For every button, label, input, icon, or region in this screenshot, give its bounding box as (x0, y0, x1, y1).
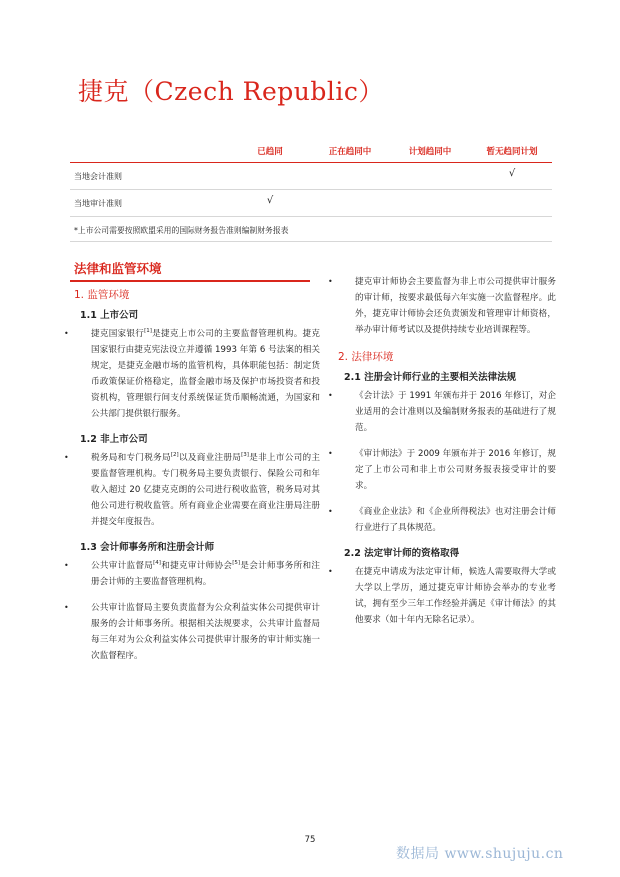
header-no-plan: 暂无趋同计划 (486, 147, 538, 157)
bullet: • (328, 277, 333, 286)
paragraph-text: 《审计师法》于 2009 年颁布并于 2016 年修订，规定了上市公司和非上市公司财务报表接受审计的要求。 (355, 449, 556, 491)
header-converging: 正在趋同中 (328, 147, 372, 157)
paragraph-text: 和捷克审计师协会 (160, 561, 233, 571)
bullet: • (64, 453, 69, 462)
convergence-status-table (70, 142, 552, 242)
list-item (326, 446, 556, 494)
heading-auditor-qualification: 2.2 法定审计师的资格取得 (344, 548, 460, 559)
list-item (62, 600, 320, 664)
bullet: • (328, 391, 333, 400)
page-title: 捷克（Czech Republic） (78, 77, 384, 106)
footnote-ref: [5] (232, 560, 241, 567)
table-footnote (70, 217, 552, 242)
heading-listed-companies: 1.1 上市公司 (80, 310, 139, 321)
bullet: • (328, 449, 333, 458)
list-item (62, 326, 320, 422)
check-mark: √ (508, 168, 516, 179)
paragraph-text: 税务局和专门税务局 (91, 453, 171, 463)
heading-unlisted-companies: 1.2 非上市公司 (80, 434, 148, 445)
footnote-ref: [3] (241, 452, 249, 459)
list-item (62, 450, 320, 530)
list-item (326, 564, 556, 628)
header-converged: 已趋同 (257, 147, 283, 157)
left-column (62, 286, 320, 674)
section-title: 法律和监管环境 (74, 261, 162, 276)
list-item (326, 504, 556, 536)
header-planned: 计划趋同中 (408, 147, 452, 157)
bullet: • (64, 603, 69, 612)
footnote-ref: [2] (170, 452, 179, 459)
footnote-ref: [1] (144, 328, 152, 335)
row-label-accounting: 当地会计准则 (74, 172, 122, 181)
footnote-ref: [4] (153, 560, 161, 567)
paragraph-text: 捷克国家银行 (91, 329, 145, 339)
paragraph-text: 是非上市公司的主要监督管理机构。专门税务局主要负责银行、保险公司和年收入超过 20 亿捷克克朗的公司进行税收监管，税务局对其他公司进行税收监管。所有商业企业需要在商业注册局注册并提交年度报告。 (91, 453, 320, 527)
table-header-row (70, 142, 552, 163)
paragraph-text: 是会计师事务所和注册会计师的主要监督管理机构。 (91, 561, 320, 587)
table-row (70, 163, 552, 190)
paragraph-text: 在捷克申请成为法定审计师，候选人需要取得大学或大学以上学历，通过捷克审计师协会举办的专业考试，拥有至少三年工作经验并满足《审计师法》的其他要求（如十年内无除名记录）。 (355, 567, 556, 625)
paragraph-text: 是捷克上市公司的主要监督管理机构。捷克国家银行由捷克宪法设立并遵循 1993 年第 6 号法案的相关规定，是捷克金融市场的监管机构，具体职能包括：制定货币政策保证价格稳定，监督金融市场及保护市场投资者和投资机构，管理银行间支付系统保证货币顺畅流通，为国家和公共部门提供银行服务。 (91, 329, 320, 419)
section-divider (70, 280, 310, 282)
paragraph-text: 《商业企业法》和《企业所得税法》也对注册会计师行业进行了具体规范。 (355, 507, 556, 533)
table-row (70, 190, 552, 217)
heading-accounting-firms: 1.3 会计师事务所和注册会计师 (80, 542, 215, 553)
paragraph-text: 《会计法》于 1991 年颁布并于 2016 年修订，对企业适用的会计准则以及编制财务报表的基础进行了规范。 (355, 391, 556, 433)
paragraph-text: 以及商业注册局 (178, 453, 242, 463)
list-item (326, 274, 556, 338)
paragraph-text: 捷克审计师协会主要监督为非上市公司提供审计服务的审计师，按要求最低每六年实施一次监督程序。此外，捷克审计师协会还负责颁发和管理审计师资格，举办审计师考试以及提供持续专业培训课程等。 (355, 277, 556, 335)
row-label-auditing: 当地审计准则 (74, 199, 122, 208)
bullet: • (328, 567, 333, 576)
list-item (326, 388, 556, 436)
table-footnote-text: *上市公司需要按照欧盟采用的国际财务报告准则编制财务报表 (74, 226, 289, 235)
paragraph-text: 公共审计监督局主要负责监督为公众利益实体公司提供审计服务的会计师事务所。根据相关法规要求，公共审计监督局每三年对为公众利益实体公司提供审计服务的审计师实施一次监督程序。 (91, 603, 320, 661)
bullet: • (328, 507, 333, 516)
right-column (326, 274, 556, 638)
list-item (62, 558, 320, 590)
paragraph-text: 公共审计监督局 (91, 561, 154, 571)
watermark: 数据局 www.shujuju.cn (396, 846, 564, 862)
page-number: 75 (304, 835, 316, 845)
bullet: • (64, 561, 69, 570)
bullet: • (64, 329, 69, 338)
heading-regulatory-environment: 1. 监管环境 (74, 289, 130, 301)
check-mark: √ (266, 195, 274, 206)
heading-laws-regulations: 2.1 注册会计师行业的主要相关法律法规 (344, 372, 517, 383)
heading-legal-environment: 2. 法律环境 (338, 351, 394, 363)
